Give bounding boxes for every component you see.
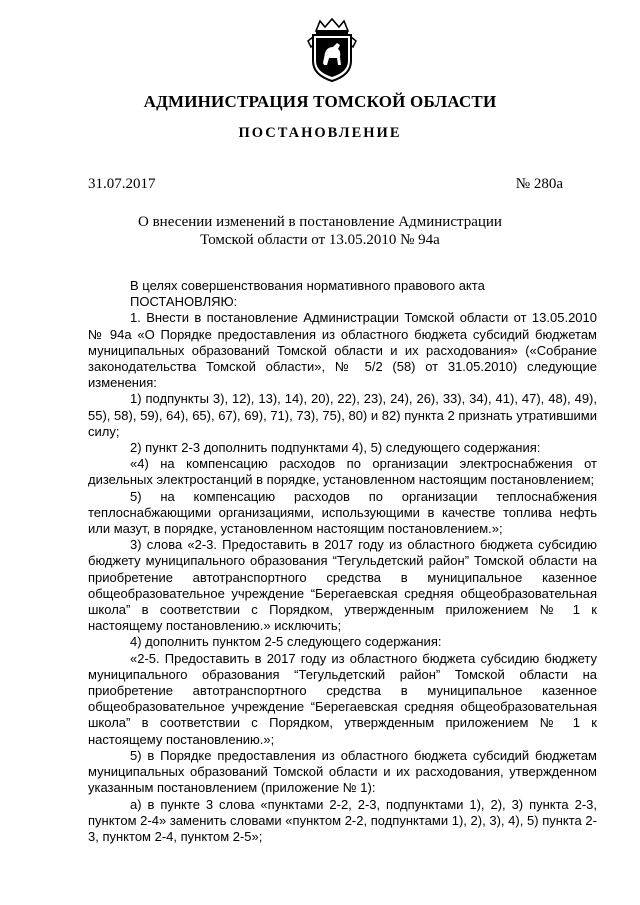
organization-title: АДМИНИСТРАЦИЯ ТОМСКОЙ ОБЛАСТИ xyxy=(143,92,497,111)
paragraph-resolve: ПОСТАНОВЛЯЮ: xyxy=(130,294,238,310)
paragraph-quote-2-5: «2-5. Предоставить в 2017 году из областного бюджета субсидию бюджету муниципального образования “Тегульдетский район” Томской области на приобретение автотранспортного средства в муниципальное казенное общеобразовательное учреждение “Берегаевская средняя общеобразовательная школа” в соответствии с Порядком, утвержденным приложением № 1 к настоящему постановлению.»; xyxy=(88,650,597,747)
paragraph-subitem-3: 3) слова «2-3. Предоставить в 2017 году из областного бюджета субсидию бюджету муниципального образования “Тегульдетский район” Томской области на приобретение автотранспортного средства в муниципальное казенное общеобразовательное учреждение “Берегаевская средняя общеобразовательная школа” в соответствии с Порядком, утвержденным приложением № 1 к настоящему постановлению.» исключить; xyxy=(88,537,597,634)
tomsk-region-coat-of-arms-icon xyxy=(307,17,357,83)
paragraph-subitem-1: 1) подпункты 3), 12), 13), 14), 20), 22), 23), 24), 26), 33), 34), 41), 47), 48), 49), 55), 58), 59), 64), 65), 67), 69), 71), 73), 75), 80) и 82) пункта 2 признать утратившими силу; xyxy=(88,391,597,439)
paragraph-subitem-4: 4) дополнить пунктом 2-5 следующего содержания: xyxy=(130,634,442,650)
document-number: № 280а xyxy=(515,176,563,192)
document-body xyxy=(88,278,597,845)
paragraph-subitem-2: 2) пункт 2-3 дополнить подпунктами 4), 5) следующего содержания: xyxy=(130,440,541,456)
document-date: 31.07.2017 xyxy=(88,176,156,192)
document-subject xyxy=(0,213,640,249)
subject-line-1: О внесении изменений в постановление Администрации xyxy=(138,214,502,230)
paragraph-subitem-5: 5) в Порядке предоставления из областного бюджета субсидий бюджетам муниципальных образований Томской области и их расходования, утвержденном указанным постановлением (приложение № 1): xyxy=(88,747,597,796)
paragraph-quote-5: 5) на компенсацию расходов по организации теплоснабжения теплоснабжающими организациями, использующими в качестве топлива нефть или мазут, в порядке, установленном настоящим постановлением.»; xyxy=(88,488,597,537)
paragraph-item-1: 1. Внести в постановление Администрации Томской области от 13.05.2010 № 94а «О Порядке предоставления из областного бюджета субсидий бюджетам муниципальных образований Томской области и их расходования» («Собрание законодательства Томской области», № 5/2 (58) от 31.05.2010) следующие изменения: xyxy=(88,310,597,391)
paragraph-subitem-5a: а) в пункте 3 слова «пунктами 2-2, 2-3, подпунктами 1), 2), 3) пункта 2-3, пунктом 2-4» заменить словами «пунктом 2-2, подпунктами 1), 2), 3), 4), 5) пункта 2-3, пунктом 2-4, пунктом 2-5»; xyxy=(88,796,597,844)
document-type: ПОСТАНОВЛЕНИЕ xyxy=(238,125,402,141)
paragraph-preamble: В целях совершенствования нормативного правового акта xyxy=(130,278,485,293)
subject-line-2: Томской области от 13.05.2010 № 94а xyxy=(200,232,440,248)
paragraph-quote-4: «4) на компенсацию расходов по организации электроснабжения от дизельных электростанций в порядке, установленном настоящим постановлением; xyxy=(88,456,597,488)
